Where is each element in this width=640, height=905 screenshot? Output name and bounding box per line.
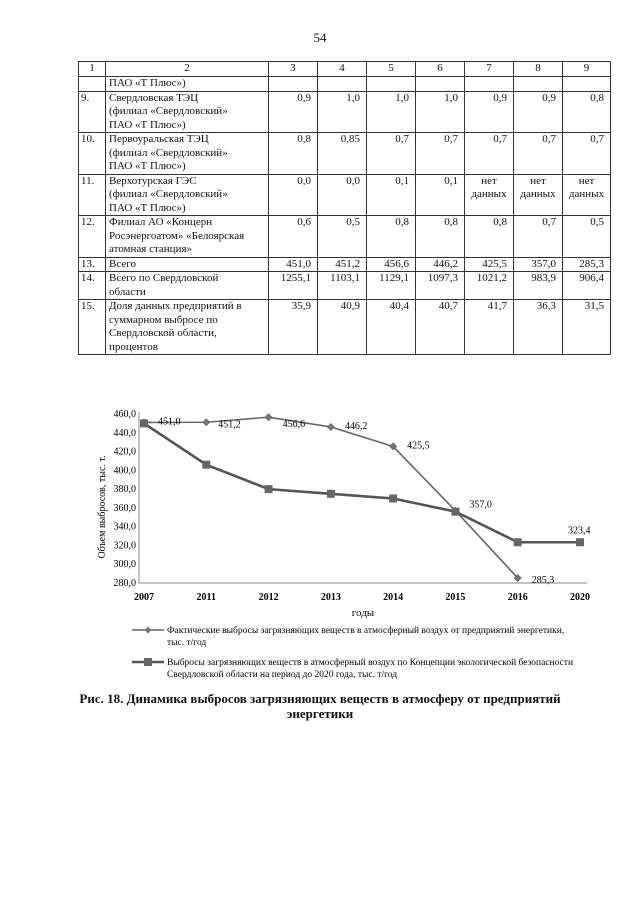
table-header-cell: 9 — [563, 62, 611, 77]
data-label: 357,0 — [469, 499, 492, 511]
y-tick-label: 440,0 — [113, 427, 136, 439]
source-name-cell: Свердловская ТЭЦ (филиал «Свердловский» ПАО «Т Плюс») — [106, 91, 269, 133]
value-cell: 1103,1 — [318, 272, 367, 300]
value-cell: 906,4 — [563, 272, 611, 300]
y-tick-label: 460,0 — [113, 409, 136, 420]
table-row — [79, 174, 611, 216]
y-tick-label: 380,0 — [113, 484, 136, 496]
data-point-diamond — [265, 414, 272, 421]
value-cell: 0,0 — [269, 174, 318, 216]
legend-label: Выбросы загрязняющих веществ в атмосферный воздух по Концепции экологической безопасности Свердловской области на период до 2020 года, тыс. т/год — [167, 658, 574, 680]
value-cell: 1255,1 — [269, 272, 318, 300]
value-cell: 0,6 — [269, 216, 318, 258]
x-tick-label: 2015 — [445, 592, 466, 603]
data-point-square — [202, 461, 210, 469]
emissions-line-chart — [92, 402, 612, 682]
data-label: 456,6 — [282, 419, 306, 431]
row-number-cell: 13. — [79, 257, 106, 272]
value-cell: 1129,1 — [367, 272, 416, 300]
value-cell: 451,2 — [318, 257, 367, 272]
value-cell: 0,0 — [318, 174, 367, 216]
table-header-row — [79, 62, 611, 77]
x-tick-label: 2016 — [507, 592, 528, 603]
value-cell: 36,3 — [514, 300, 563, 355]
y-tick-label: 340,0 — [113, 521, 136, 533]
row-number-cell: 11. — [79, 174, 106, 216]
data-point-square — [327, 490, 335, 498]
value-cell: 41,7 — [465, 300, 514, 355]
page-number: 54 — [313, 30, 327, 45]
value-cell: 0,8 — [416, 216, 465, 258]
y-tick-label: 400,0 — [113, 465, 136, 477]
value-cell — [514, 77, 563, 92]
figure-caption — [40, 691, 600, 721]
value-cell: нет данных — [465, 174, 514, 216]
value-cell: 35,9 — [269, 300, 318, 355]
value-cell: нет данных — [563, 174, 611, 216]
source-name-cell: Первоуральская ТЭЦ (филиал «Свердловский» ПАО «Т Плюс») — [106, 133, 269, 175]
source-name-cell: Всего — [106, 257, 269, 272]
x-tick-label: 2012 — [258, 592, 279, 603]
value-cell: 0,8 — [367, 216, 416, 258]
table-row — [79, 133, 611, 175]
row-number-cell: 15. — [79, 300, 106, 355]
legend-label: Фактические выбросы загрязняющих веществ в атмосферный воздух от предприятий энергетики, тыс. т/год — [167, 626, 565, 648]
legend-marker-diamond — [145, 627, 152, 634]
table-header-cell: 4 — [318, 62, 367, 77]
emissions-chart — [92, 402, 612, 682]
value-cell: 31,5 — [563, 300, 611, 355]
value-cell: 0,1 — [367, 174, 416, 216]
table-header-cell: 6 — [416, 62, 465, 77]
value-cell: 0,8 — [465, 216, 514, 258]
table-row — [79, 77, 611, 92]
y-tick-label: 300,0 — [113, 559, 136, 571]
value-cell: 1,0 — [416, 91, 465, 133]
value-cell: 0,5 — [563, 216, 611, 258]
row-number-cell — [79, 77, 106, 92]
source-name-cell: ПАО «Т Плюс») — [106, 77, 269, 92]
x-tick-label: 2013 — [320, 592, 341, 603]
value-cell: 456,6 — [367, 257, 416, 272]
table-header-cell: 1 — [79, 62, 106, 77]
x-tick-label: 2014 — [383, 592, 404, 603]
x-axis-label: годы — [351, 607, 375, 619]
data-point-square — [576, 538, 584, 546]
value-cell: 446,2 — [416, 257, 465, 272]
data-label: 425,5 — [407, 440, 430, 452]
table-row — [79, 257, 611, 272]
x-tick-label: 2011 — [196, 592, 217, 603]
value-cell — [367, 77, 416, 92]
value-cell: 0,1 — [416, 174, 465, 216]
row-number-cell: 14. — [79, 272, 106, 300]
caption-line-1: Рис. 18. Динамика выбросов загрязняющих веществ в атмосферу от предприятий — [79, 691, 561, 706]
value-cell: 40,7 — [416, 300, 465, 355]
value-cell: 1097,3 — [416, 272, 465, 300]
table-header-cell: 8 — [514, 62, 563, 77]
y-axis-label: Объем выбросов, тыс. т. — [97, 455, 108, 559]
table-header-cell: 3 — [269, 62, 318, 77]
value-cell: 0,7 — [367, 133, 416, 175]
value-cell: 0,9 — [514, 91, 563, 133]
y-tick-label: 420,0 — [113, 446, 136, 458]
value-cell: 0,5 — [318, 216, 367, 258]
value-cell: 0,7 — [514, 133, 563, 175]
table-row — [79, 272, 611, 300]
value-cell — [269, 77, 318, 92]
value-cell: 0,85 — [318, 133, 367, 175]
y-tick-label: 280,0 — [113, 578, 136, 589]
value-cell: 357,0 — [514, 257, 563, 272]
value-cell: 1021,2 — [465, 272, 514, 300]
y-tick-label: 360,0 — [113, 502, 136, 514]
caption-line-2: энергетики — [286, 706, 354, 721]
data-label: 285,3 — [531, 575, 555, 587]
value-cell: 1,0 — [318, 91, 367, 133]
value-cell: 40,4 — [367, 300, 416, 355]
data-point-square — [140, 419, 148, 427]
table-row — [79, 300, 611, 355]
data-point-square — [389, 495, 397, 503]
data-label: 323,4 — [568, 525, 591, 537]
row-number-cell: 9. — [79, 91, 106, 133]
emissions-table — [78, 61, 611, 355]
data-point-diamond — [327, 423, 334, 430]
value-cell: 983,9 — [514, 272, 563, 300]
table-header-cell: 7 — [465, 62, 514, 77]
value-cell: 0,8 — [563, 91, 611, 133]
table-header-cell: 2 — [106, 62, 269, 77]
table-row — [79, 91, 611, 133]
value-cell: 1,0 — [367, 91, 416, 133]
row-number-cell: 12. — [79, 216, 106, 258]
data-label: 451,0 — [158, 416, 181, 428]
data-point-square — [265, 485, 273, 493]
table-header-cell: 5 — [367, 62, 416, 77]
data-label: 446,2 — [344, 420, 368, 432]
x-tick-label: 2020 — [570, 592, 590, 603]
value-cell: 0,7 — [465, 133, 514, 175]
x-tick-label: 2007 — [134, 592, 154, 603]
source-name-cell: Всего по Свердловской области — [106, 272, 269, 300]
value-cell: 0,7 — [416, 133, 465, 175]
value-cell: 0,9 — [465, 91, 514, 133]
source-name-cell: Доля данных предприятий в суммарном выбросе по Свердловской области, процентов — [106, 300, 269, 355]
value-cell: 40,9 — [318, 300, 367, 355]
value-cell: 425,5 — [465, 257, 514, 272]
y-tick-label: 320,0 — [113, 540, 136, 552]
data-label: 451,2 — [218, 419, 241, 431]
value-cell: 0,7 — [563, 133, 611, 175]
value-cell: 0,7 — [514, 216, 563, 258]
value-cell: 0,8 — [269, 133, 318, 175]
value-cell: 451,0 — [269, 257, 318, 272]
value-cell: 0,9 — [269, 91, 318, 133]
source-name-cell: Филиал АО «Концерн Росэнергоатом» «Белоярская атомная станция» — [106, 216, 269, 258]
data-point-square — [451, 508, 459, 516]
source-name-cell: Верхотурская ГЭС (филиал «Свердловский» ПАО «Т Плюс») — [106, 174, 269, 216]
value-cell — [563, 77, 611, 92]
value-cell: 285,3 — [563, 257, 611, 272]
value-cell — [465, 77, 514, 92]
value-cell — [318, 77, 367, 92]
data-point-square — [514, 538, 522, 546]
value-cell — [416, 77, 465, 92]
legend-marker-square — [144, 658, 152, 666]
table-row — [79, 216, 611, 258]
value-cell: нет данных — [514, 174, 563, 216]
row-number-cell: 10. — [79, 133, 106, 175]
data-point-diamond — [203, 419, 210, 426]
